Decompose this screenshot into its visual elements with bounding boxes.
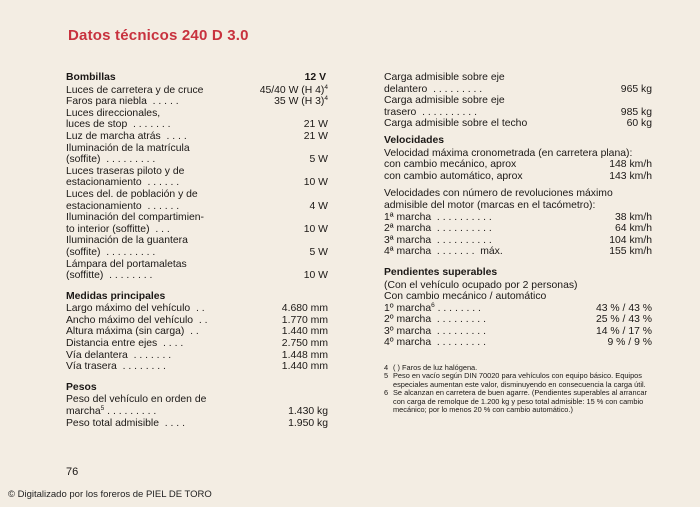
footer-credit: © Digitalizado por los foreros de PIEL DE TORO	[8, 489, 212, 500]
spec-row	[384, 159, 652, 171]
footnote-number: 5	[384, 371, 389, 381]
section-bombillas	[66, 72, 328, 84]
spec-row	[66, 131, 328, 143]
spec-label: con cambio mecánico, aprox	[384, 159, 517, 171]
spec-row	[384, 326, 652, 338]
spec-label: Luces del. de población y de	[66, 188, 198, 200]
spec-label: Faros para niebla . . . . .	[66, 96, 179, 108]
spec-row	[66, 96, 328, 108]
spec-row	[66, 270, 328, 282]
spec-label: Luz de marcha atrás . . . .	[66, 130, 187, 142]
footnote-text: Se alcanzan en carretera de buen agarre. (Pendientes superables al arrancar con carga de remolque de 1.200 kg y peso total admisible: 15 % con cambio mecánico; por lo menos 20 % con cambio automático.)	[393, 388, 647, 415]
spec-row	[66, 247, 328, 259]
spec-label: Altura máxima (sin carga) . .	[66, 326, 199, 338]
spec-label: Luces de carretera y de cruce	[66, 84, 204, 96]
spec-label: Carga admisible sobre el techo	[384, 118, 528, 130]
spec-label: 2º marcha . . . . . . . . .	[384, 314, 486, 326]
spec-row	[66, 154, 328, 166]
spec-row	[66, 394, 328, 406]
spec-row	[384, 246, 652, 258]
spec-label: Distancia entre ejes . . . .	[66, 338, 184, 350]
velocidades-marcas-text: Velocidades con número de revoluciones máximo admisible del motor (marcas en el tacómetro):	[384, 188, 613, 211]
spec-row	[384, 171, 652, 183]
voltage-value: 12 V	[304, 72, 326, 83]
pendientes-line2: Con cambio mecánico / automático	[384, 291, 547, 303]
spec-value: 143 km/h	[609, 170, 652, 182]
spec-label: marcha$^5$ . . . . . . . . .	[66, 405, 157, 418]
bombillas-list	[66, 85, 328, 282]
spec-label: 1ª marcha . . . . . . . . . .	[384, 211, 492, 223]
spec-label: 3ª marcha . . . . . . . . . .	[384, 234, 492, 246]
footnote-text: ( ) Faros de luz halógena.	[393, 363, 478, 373]
spec-value: 1.448 mm	[281, 349, 328, 361]
spec-value: 1.950 kg	[288, 417, 328, 429]
spec-label: trasero . . . . . . . . . .	[384, 106, 477, 118]
spec-row	[66, 315, 328, 327]
spec-value: 1.440 mm	[281, 361, 328, 373]
spec-label: Luces direccionales,	[66, 107, 161, 119]
spec-label: Largo máximo del vehículo . .	[66, 303, 205, 315]
spec-label: Carga admisible sobre eje	[384, 72, 505, 83]
spec-label: luces de stop . . . . . . .	[66, 119, 171, 131]
spec-value: 4.680 mm	[281, 303, 328, 315]
spec-row	[384, 337, 652, 349]
spec-value: 4 W	[309, 200, 328, 212]
spec-label: estacionamiento . . . . . .	[66, 200, 180, 212]
pendientes-line1: (Con el vehículo ocupado por 2 personas)	[384, 279, 578, 291]
spec-label: (soffitte) . . . . . . . .	[66, 270, 153, 282]
spec-label: 2ª marcha . . . . . . . . . .	[384, 223, 492, 235]
spec-value: 1.440 mm	[281, 326, 328, 338]
footnote	[384, 372, 652, 389]
spec-label: to interior (soffitte) . . .	[66, 223, 170, 235]
spec-row	[66, 338, 328, 350]
spec-value: 21 W	[303, 119, 328, 131]
spec-value: 10 W	[303, 177, 328, 189]
left-column	[66, 72, 328, 429]
spec-row	[384, 107, 652, 119]
footnote-marker: 5	[100, 405, 105, 413]
spec-label: con cambio automático, aprox	[384, 170, 523, 182]
spec-label: 4º marcha . . . . . . . . .	[384, 337, 486, 349]
section-heading: Medidas principales	[66, 290, 166, 302]
spec-label: Iluminación de la matrícula	[66, 142, 190, 154]
leader-dots: . . . . . . . .	[434, 302, 481, 314]
spec-row	[66, 177, 328, 189]
spec-label: Vía trasera . . . . . . . .	[66, 361, 166, 373]
page-title: Datos técnicos 240 D 3.0	[68, 27, 249, 44]
spec-row	[66, 418, 328, 430]
spec-row	[66, 235, 328, 247]
spec-value: 148 km/h	[609, 159, 652, 171]
section-heading: Pendientes superables	[384, 266, 498, 278]
velocidades-list	[384, 159, 652, 182]
section-heading: Velocidades	[384, 134, 445, 146]
spec-row	[384, 72, 652, 84]
velocidad-maxima-text: Velocidad máxima cronometrada (en carretera plana):	[384, 147, 633, 159]
footnote	[384, 389, 652, 414]
pesos-list	[66, 394, 328, 429]
spec-row	[66, 189, 328, 201]
section-heading: Pesos	[66, 381, 97, 393]
spec-value: 1.430 kg	[288, 406, 328, 418]
spec-label: (soffite) . . . . . . . . .	[66, 154, 156, 166]
spec-row	[66, 108, 328, 120]
spec-row	[384, 84, 652, 96]
spec-row	[66, 119, 328, 131]
spec-row	[66, 212, 328, 224]
spec-value: 38 km/h	[615, 211, 652, 223]
pendientes-list	[384, 303, 652, 349]
footnote-marker: 4	[324, 95, 328, 103]
spec-label: Carga admisible sobre eje	[384, 95, 505, 107]
spec-value: 1.770 mm	[281, 314, 328, 326]
spec-row	[66, 143, 328, 155]
spec-label: Vía delantera . . . . . . .	[66, 349, 172, 361]
spec-label: Peso total admisible . . . .	[66, 417, 185, 429]
spec-value: 2.750 mm	[281, 338, 328, 350]
spec-label: Peso del vehículo en orden de	[66, 394, 207, 406]
spec-row	[384, 235, 652, 247]
spec-row	[384, 212, 652, 224]
section-heading: Bombillas	[66, 72, 116, 83]
spec-value: 985 kg	[620, 106, 652, 118]
spec-label: (soffite) . . . . . . . . .	[66, 246, 156, 258]
footnote-marker: 4	[324, 83, 328, 91]
marchas-list	[384, 212, 652, 258]
spec-value: 60 kg	[626, 118, 652, 130]
spec-value: 45/40 W (H 4)$^4$	[259, 83, 328, 96]
carga-list	[384, 72, 652, 130]
spec-label: Ancho máximo del vehículo . .	[66, 314, 208, 326]
spec-value: 965 kg	[620, 83, 652, 95]
spec-row	[66, 326, 328, 338]
page-number: 76	[66, 466, 79, 478]
spec-label: Lámpara del portamaletas	[66, 258, 187, 270]
spec-label: estacionamiento . . . . . .	[66, 177, 180, 189]
spec-value: 104 km/h	[609, 234, 652, 246]
spec-row	[384, 95, 652, 107]
spec-value: 10 W	[303, 270, 328, 282]
spec-row	[66, 85, 328, 97]
spec-row	[66, 224, 328, 236]
spec-value: 9 % / 9 %	[607, 337, 652, 349]
right-column	[384, 72, 652, 415]
spec-row	[384, 303, 652, 315]
spec-value: 5 W	[309, 154, 328, 166]
spec-label: Luces traseras piloto y de	[66, 165, 185, 177]
spec-value: 25 % / 43 %	[595, 314, 652, 326]
spec-label: 4ª marcha . . . . . . . máx.	[384, 246, 503, 258]
spec-row	[66, 201, 328, 213]
spec-value: 14 % / 17 %	[595, 325, 652, 337]
spec-value: 43 % / 43 %	[595, 302, 652, 314]
footnotes	[384, 364, 652, 414]
spec-row	[384, 314, 652, 326]
spec-row	[384, 118, 652, 130]
footnote-number: 6	[384, 388, 389, 398]
spec-value: 64 km/h	[615, 223, 652, 235]
spec-label: 3º marcha . . . . . . . . .	[384, 325, 486, 337]
spec-row	[66, 303, 328, 315]
spec-value: 155 km/h	[609, 246, 652, 258]
leader-dots: . . . . . . . . .	[104, 406, 157, 418]
spec-row	[66, 166, 328, 178]
spec-label: delantero . . . . . . . . .	[384, 83, 483, 95]
spec-row	[66, 350, 328, 362]
footnote-text: Peso en vacío según DIN 70020 para vehículos con equipo básico. Equipos especiales aumentan este valor, disminuyendo en consecuencia la carga útil.	[393, 371, 646, 389]
spec-row	[66, 406, 328, 418]
spec-label: Iluminación del compartimien-	[66, 212, 205, 224]
spec-row	[66, 259, 328, 271]
spec-row	[384, 223, 652, 235]
spec-value: 35 W (H 3)$^4$	[274, 95, 328, 108]
medidas-list	[66, 303, 328, 373]
spec-value: 5 W	[309, 246, 328, 258]
footnote-marker: 6	[431, 301, 435, 309]
footnote-number: 4	[384, 363, 389, 373]
spec-row	[66, 361, 328, 373]
spec-value: 21 W	[303, 130, 328, 142]
spec-value: 10 W	[303, 223, 328, 235]
spec-label: Iluminación de la guantera	[66, 235, 188, 247]
spec-label: 1º marcha$^6$ . . . . . . . .	[384, 301, 481, 314]
